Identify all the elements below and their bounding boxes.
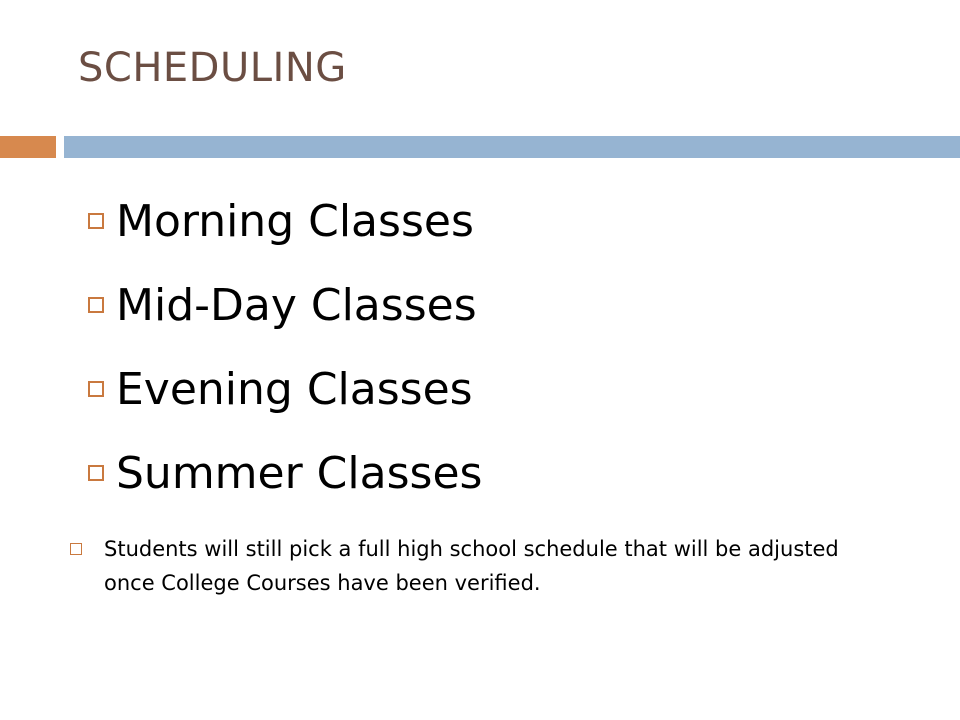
square-bullet-icon <box>88 297 104 313</box>
bullet-item-summer <box>88 432 948 516</box>
sub-bullet <box>104 532 884 600</box>
square-bullet-icon <box>88 213 104 229</box>
bullet-label: Evening Classes <box>116 364 473 415</box>
title-underline-bar <box>64 136 960 158</box>
accent-bar <box>0 136 56 158</box>
bullet-label: Summer Classes <box>116 448 483 499</box>
square-bullet-icon <box>70 543 82 555</box>
bullet-item-morning <box>88 180 948 264</box>
square-bullet-icon <box>88 465 104 481</box>
sub-bullet-text: Students will still pick a full high school schedule that will be adjusted once College Courses have been verified. <box>104 537 839 595</box>
bullet-item-evening <box>88 348 948 432</box>
bullet-list <box>88 180 948 516</box>
bullet-label: Mid-Day Classes <box>116 280 477 331</box>
bullet-label: Morning Classes <box>116 196 474 247</box>
slide-title: SCHEDULING <box>78 45 347 91</box>
bullet-item-mid-day <box>88 264 948 348</box>
square-bullet-icon <box>88 381 104 397</box>
